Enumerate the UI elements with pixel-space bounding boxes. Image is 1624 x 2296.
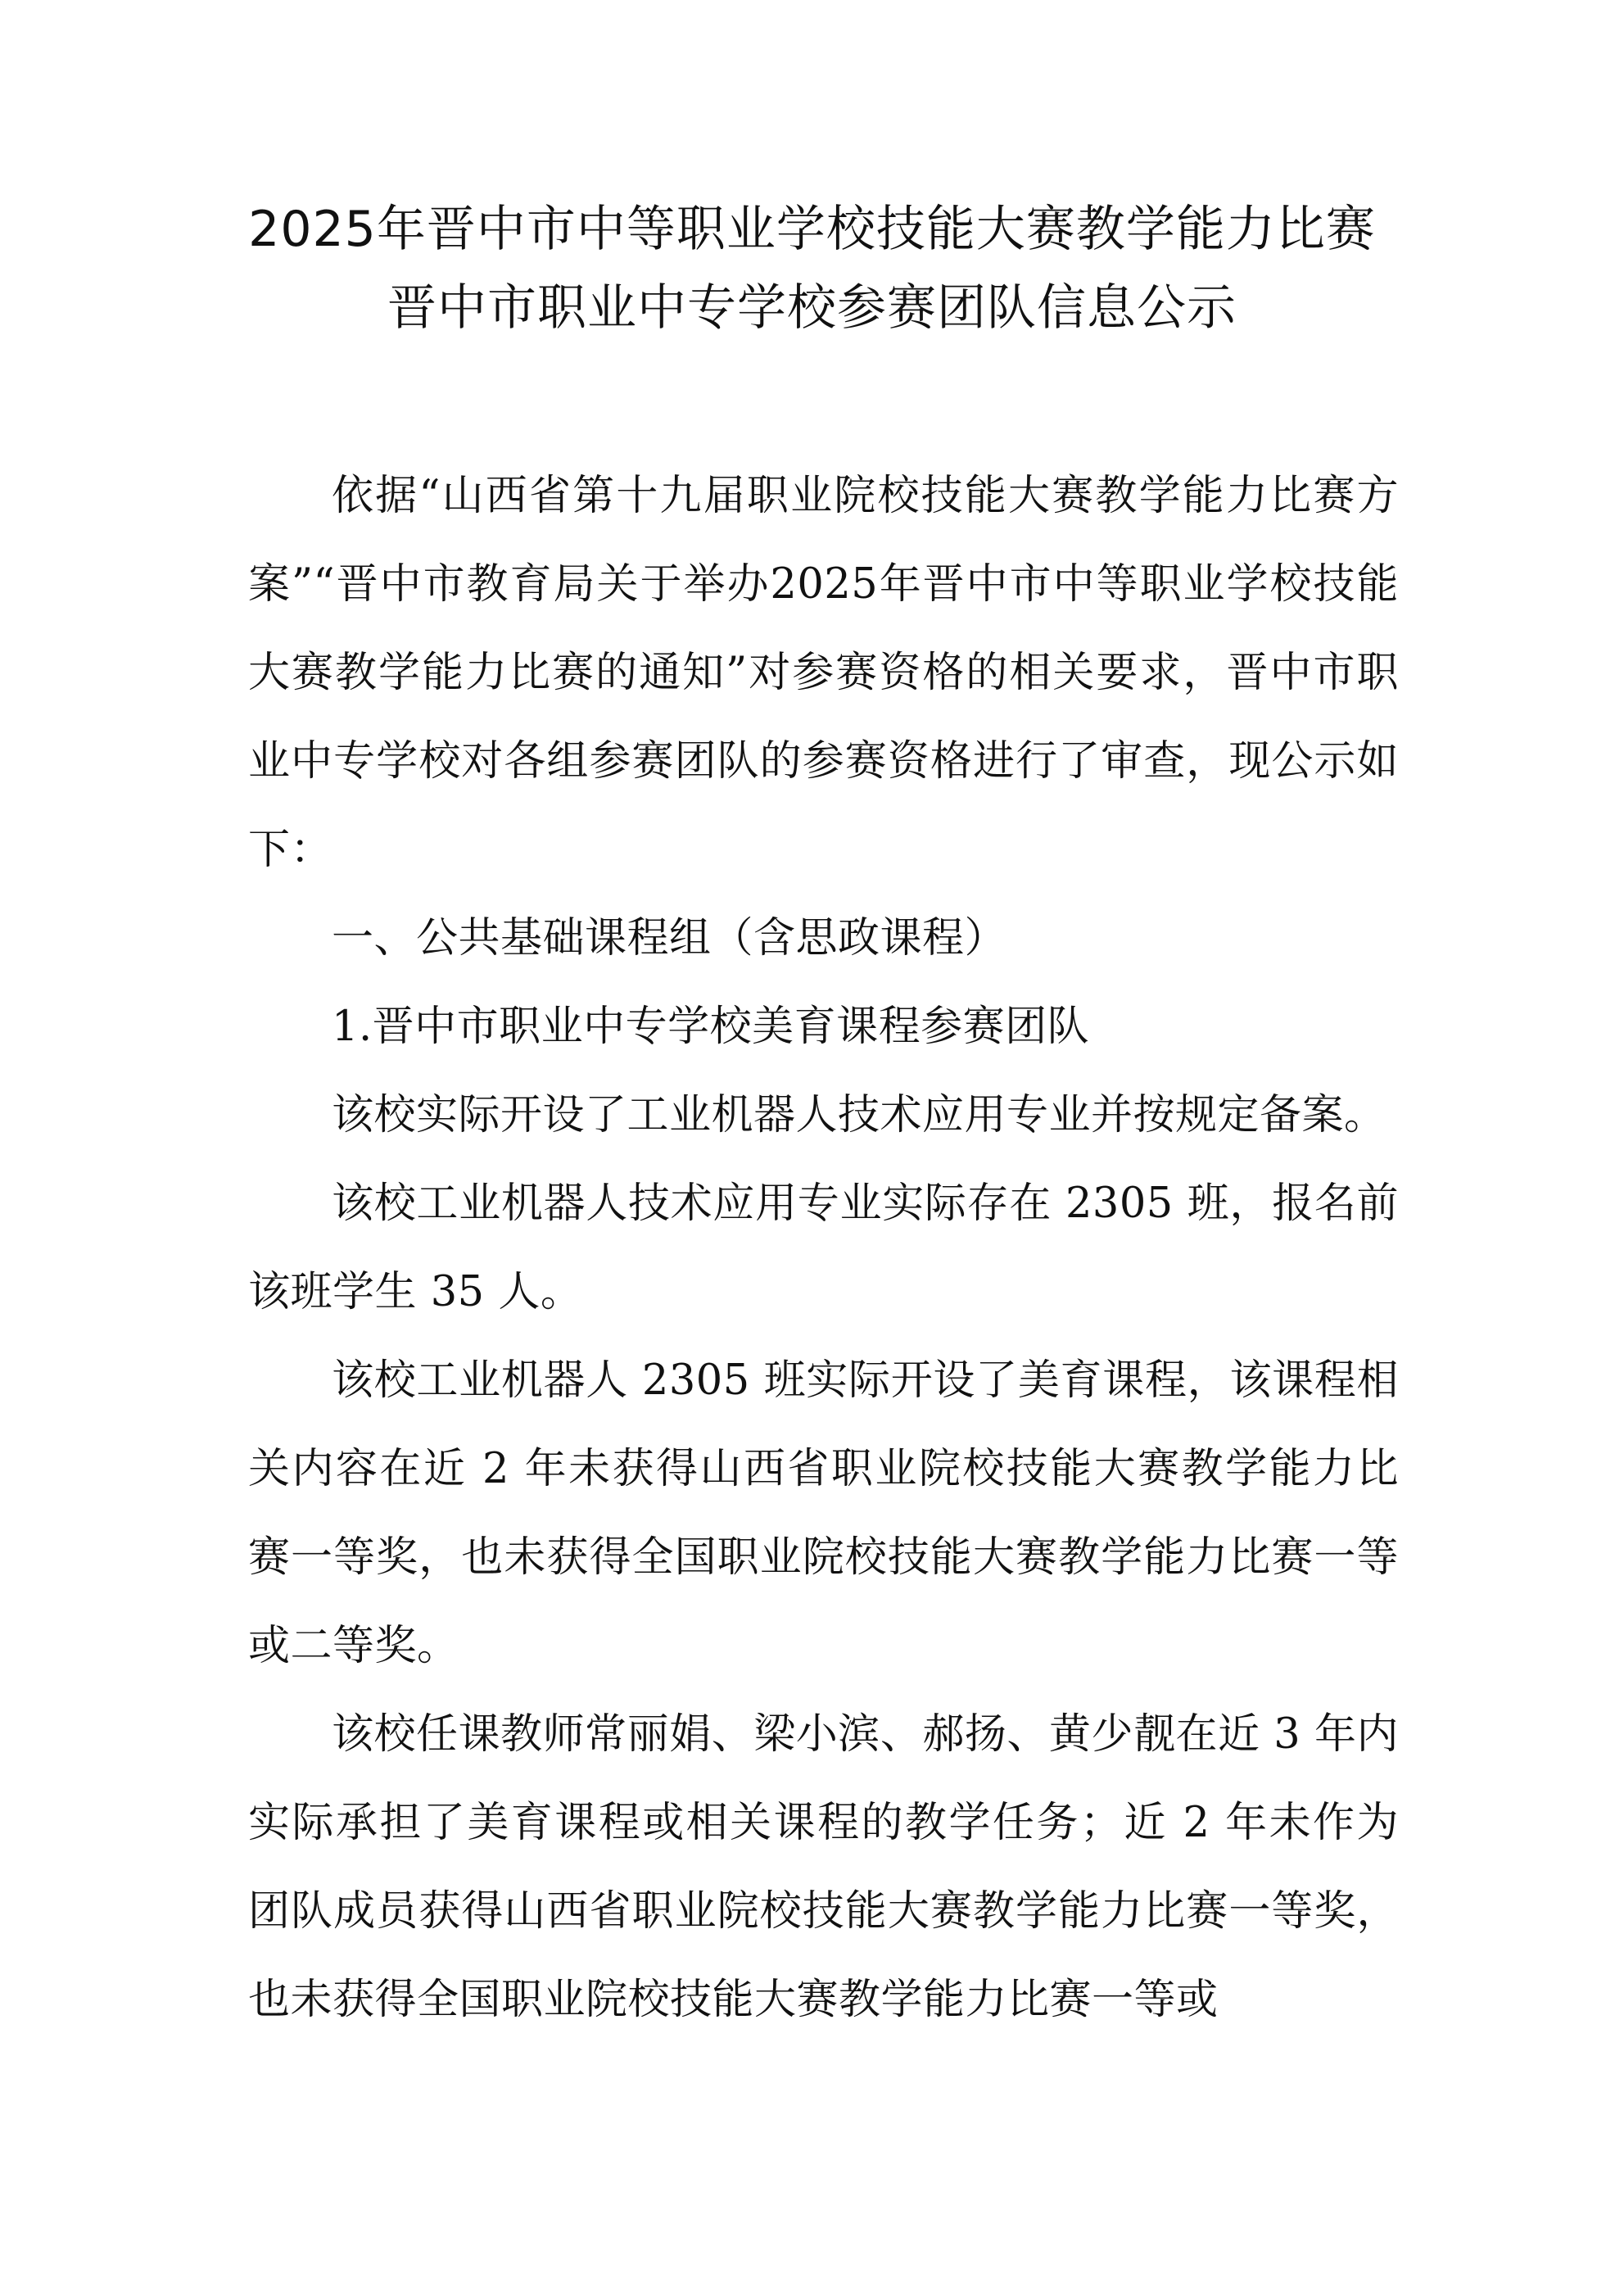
- section-heading: 一、公共基础课程组（含思政课程）: [332, 914, 1007, 962]
- paragraph-major: 该校实际开设了工业机器人技术应用专业并按规定备案。: [332, 1091, 1387, 1139]
- document-title: [0, 190, 1624, 347]
- title-line-1: 2025年晋中市中等职业学校技能大赛教学能力比赛: [248, 201, 1376, 258]
- paragraph-class: 该校工业机器人技术应用专业实际存在 2305 班，报名前该班学生 35 人。: [248, 1180, 1399, 1316]
- document-body: [248, 452, 1399, 2045]
- paragraph-intro: 依据“山西省第十九届职业院校技能大赛教学能力比赛方案”“晋中市教育局关于举办2025年晋中市中等职业学校技能大赛教学能力比赛的通知”对参赛资格的相关要求，晋中市职业中专学校对各组参赛团队的参赛资格进行了审查，现公示如下：: [248, 472, 1399, 874]
- paragraph-teachers: 该校任课教师常丽娟、梁小滨、郝扬、黄少靓在近 3 年内实际承担了美育课程或相关课程的教学任务；近 2 年未作为团队成员获得山西省职业院校技能大赛教学能力比赛一等奖，也未获得全国职业院校技能大赛教学能力比赛一等或: [248, 1710, 1399, 2024]
- title-line-2: 晋中市职业中专学校参赛团队信息公示: [387, 279, 1237, 337]
- paragraph-course: 该校工业机器人 2305 班实际开设了美育课程，该课程相关内容在近 2 年未获得山西省职业院校技能大赛教学能力比赛一等奖，也未获得全国职业院校技能大赛教学能力比赛一等或二等奖。: [248, 1356, 1399, 1670]
- subsection-heading: 1.晋中市职业中专学校美育课程参赛团队: [332, 1003, 1090, 1051]
